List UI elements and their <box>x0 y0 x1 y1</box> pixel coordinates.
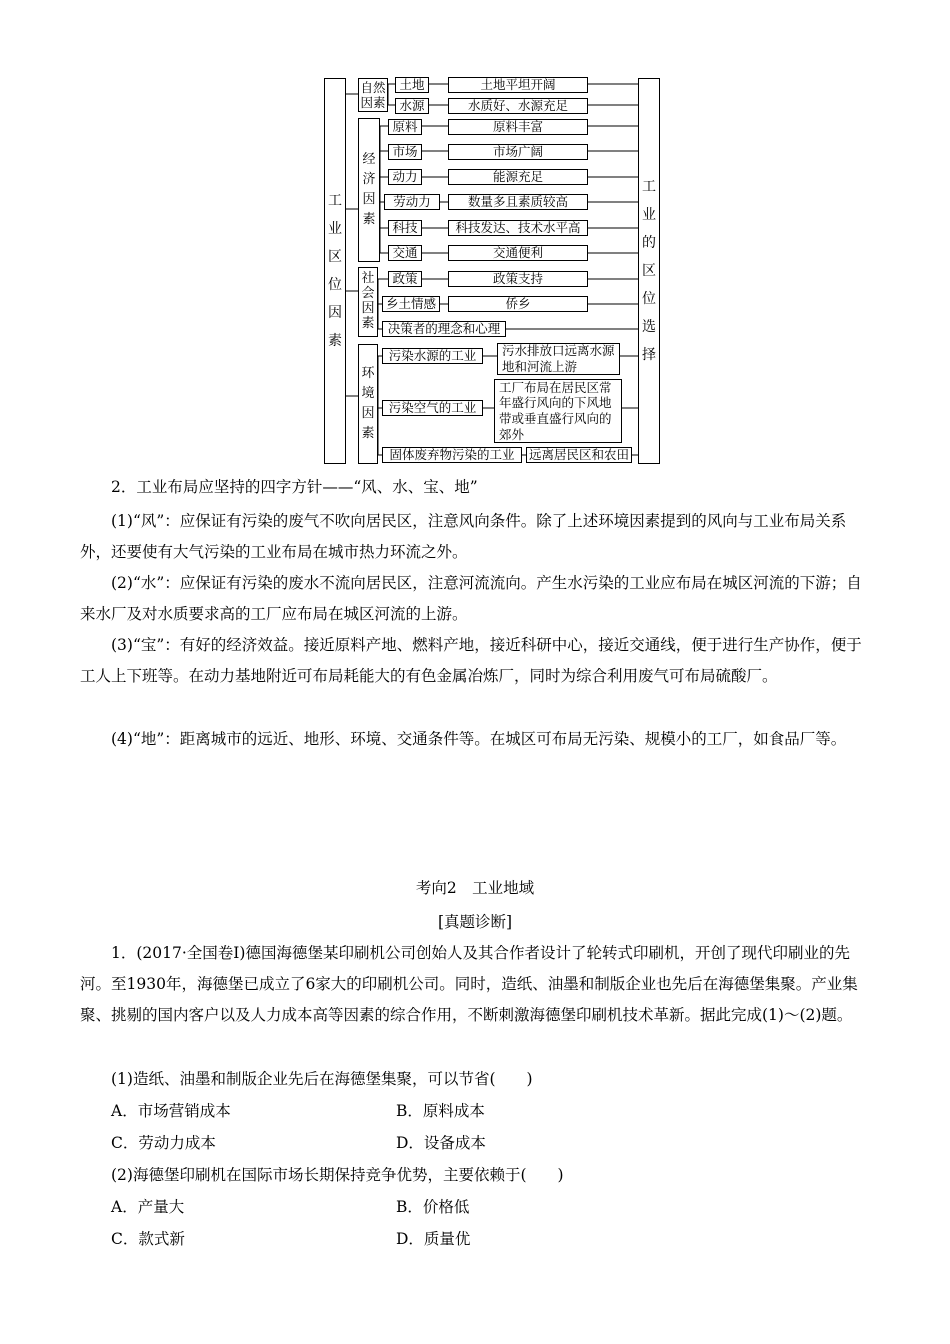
factor-labor: 劳动力 <box>384 194 440 210</box>
effect-market: 市场广阔 <box>448 144 588 160</box>
factor-water-polluting: 污染水源的工业 <box>382 348 483 364</box>
factor-market: 市场 <box>388 144 422 160</box>
effect-power: 能源充足 <box>448 169 588 185</box>
factor-land: 土地 <box>395 77 429 93</box>
left-title-box <box>324 78 346 464</box>
effect-policy: 政策支持 <box>448 271 588 287</box>
q1-option-b: B．原料成本 <box>396 1102 485 1120</box>
q1-option-c: C．劳动力成本 <box>111 1134 216 1152</box>
question-intro: 1．(2017·全国卷Ⅰ)德国海德堡某印刷机公司创始人及其合作者设计了轮转式印刷机，开创了现代印刷业的先河。至1930年，海德堡已成立了6家大的印刷机公司。同时，造纸、油墨和制版企业也先后在海德堡集聚。产业集聚、挑剔的国内客户以及人力成本高等因素的综合作用，不断刺激海德堡印刷机技术革新。据此完成(1)～(2)题。 <box>80 944 858 1024</box>
factor-raw-material: 原料 <box>388 119 422 135</box>
right-title-box <box>638 78 660 464</box>
section2-treasure: (3)“宝”：有好的经济效益。接近原料产地、燃料产地，接近科研中心，接近交通线，便于进行生产协作，便于工人上下班等。在动力基地附近可布局耗能大的有色金属冶炼厂，同时为综合利用废气可布局硫酸厂。 <box>80 636 862 685</box>
q1-option-a: A．市场营销成本 <box>111 1102 231 1120</box>
effect-labor: 数量多且素质较高 <box>448 194 588 210</box>
group-environment <box>358 344 378 464</box>
effect-raw-material: 原料丰富 <box>448 119 588 135</box>
factor-technology: 科技 <box>388 220 422 236</box>
group-natural <box>358 78 388 112</box>
section2-land: (4)“地”：距离城市的远近、地形、环境、交通条件等。在城区可布局无污染、规模小的工厂，如食品厂等。 <box>111 730 847 748</box>
factor-hometown: 乡土情感 <box>382 296 440 312</box>
section2-water: (2)“水”：应保证有污染的废水不流向居民区，注意河流流向。产生水污染的工业应布局在城区河流的下游；自来水厂及对水质要求高的工厂应布局在城区河流的上游。 <box>80 574 862 623</box>
group-environment-label: 环境因素 <box>361 365 375 442</box>
effect-air-polluting: 工厂布局在居民区常年盛行风向的下风地带或垂直盛行风向的郊外 <box>494 379 622 443</box>
factor-air-polluting: 污染空气的工业 <box>382 400 483 416</box>
factor-policy: 政策 <box>388 271 422 287</box>
left-title: 工业区位因素 <box>328 193 342 349</box>
effect-water-polluting: 污水排放口远离水源地和河流上游 <box>497 343 620 375</box>
q2-stem: (2)海德堡印刷机在国际市场长期保持竞争优势，主要依赖于( ) <box>111 1166 564 1184</box>
industrial-location-diagram <box>0 0 950 470</box>
q1-stem: (1)造纸、油墨和制版企业先后在海德堡集聚，可以节省( ) <box>111 1070 533 1088</box>
q2-option-b: B．价格低 <box>396 1198 470 1216</box>
section2-heading: 2．工业布局应坚持的四字方针——“风、水、宝、地” <box>111 478 478 496</box>
group-social <box>358 267 378 337</box>
group-social-label: 社会因素 <box>361 271 375 331</box>
section3-title: 考向2 工业地域 <box>415 879 535 897</box>
q2-option-a: A．产量大 <box>111 1198 185 1216</box>
right-title: 工业的区位选择 <box>642 179 656 363</box>
effect-transport: 交通便利 <box>448 245 588 261</box>
factor-power: 动力 <box>388 169 422 185</box>
effect-hometown: 侨乡 <box>448 296 588 312</box>
q1-option-d: D．设备成本 <box>396 1134 486 1152</box>
factor-transport: 交通 <box>388 245 422 261</box>
effect-water: 水质好、水源充足 <box>448 98 588 114</box>
section2-wind: (1)“风”：应保证有污染的废气不吹向居民区，注意风向条件。除了上述环境因素提到的风向与工业布局关系外，还要使有大气污染的工业布局在城市热力环流之外。 <box>80 512 847 561</box>
group-economic-label: 经济因素 <box>362 151 376 228</box>
group-economic <box>358 118 380 262</box>
section3-subtitle: [真题诊断] <box>437 913 513 931</box>
q2-option-d: D．质量优 <box>396 1230 471 1248</box>
effect-solid-waste: 远离居民区和农田 <box>526 447 632 463</box>
effect-land: 土地平坦开阔 <box>448 77 588 93</box>
group-natural-label: 自然因素 <box>360 80 386 110</box>
factor-decision-maker: 决策者的理念和心理 <box>382 321 506 337</box>
factor-water: 水源 <box>395 98 429 114</box>
q2-option-c: C．款式新 <box>111 1230 185 1248</box>
factor-solid-waste: 固体废弃物污染的工业 <box>382 447 522 463</box>
effect-technology: 科技发达、技术水平高 <box>448 220 588 236</box>
